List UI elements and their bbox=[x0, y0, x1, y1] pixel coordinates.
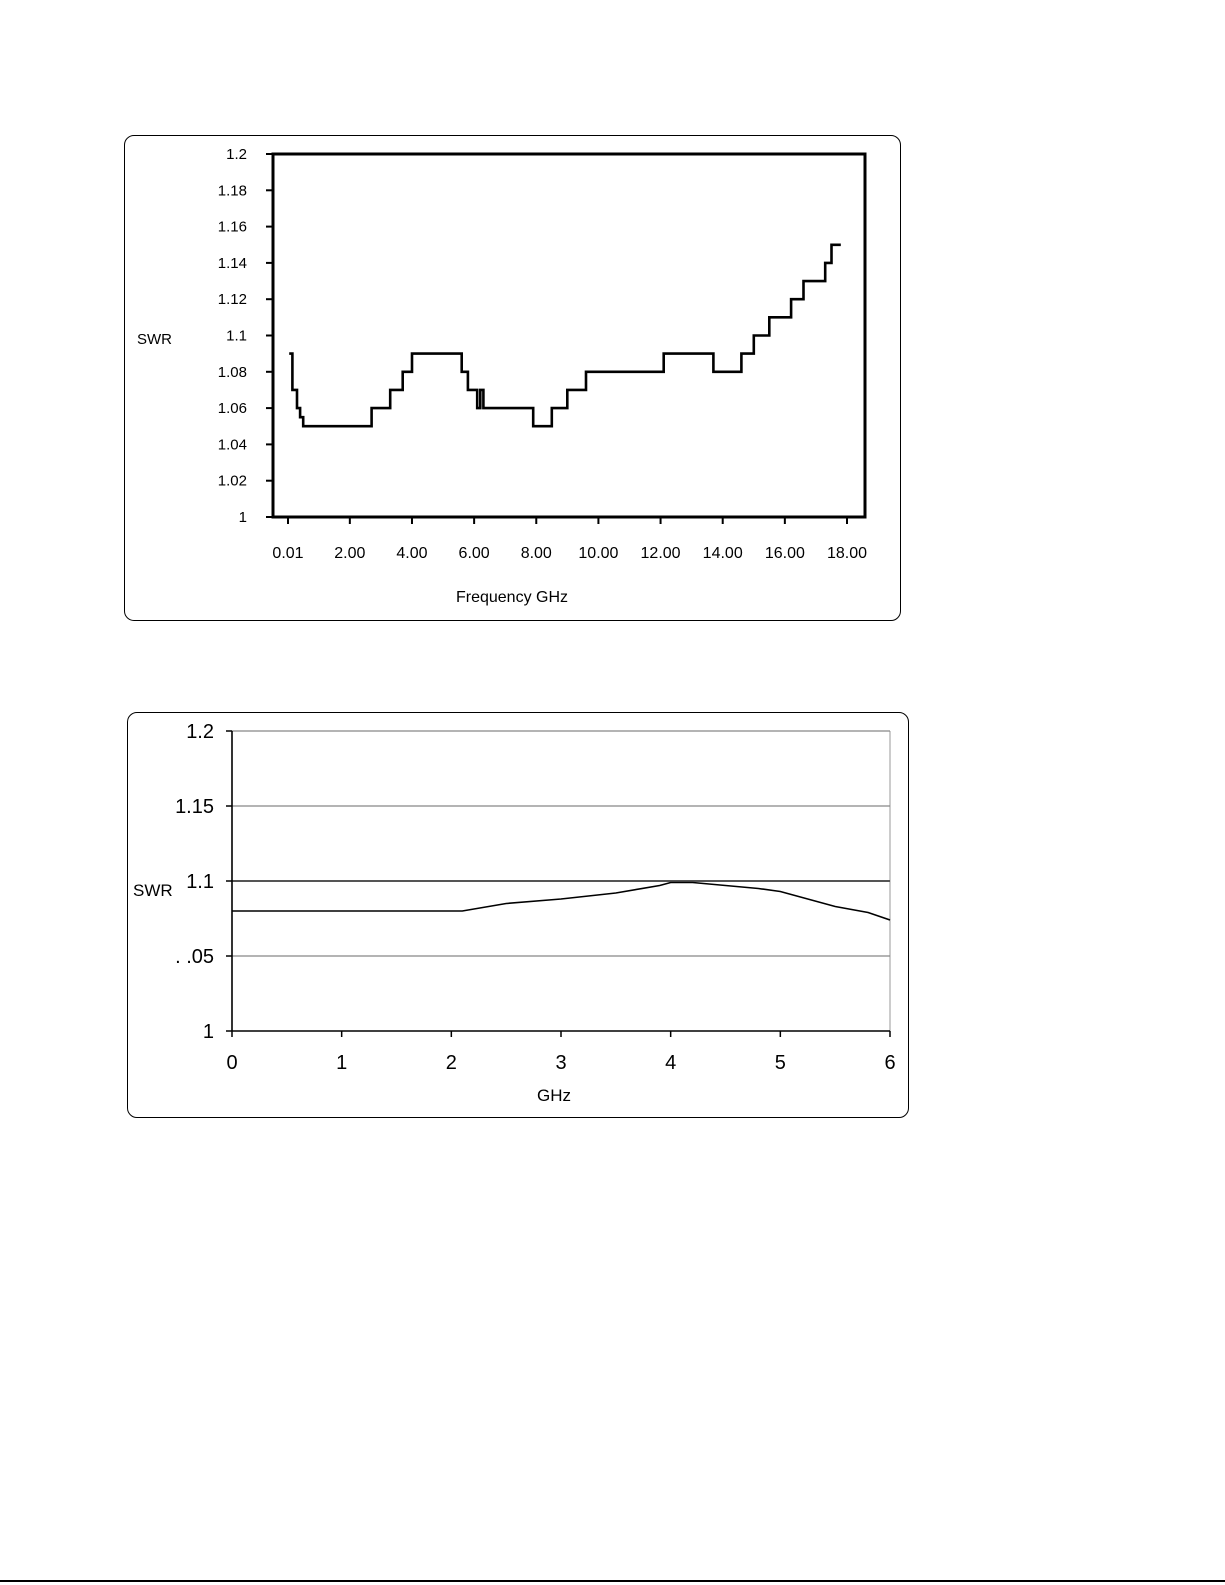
y-tick-label: 1.15 bbox=[175, 796, 214, 818]
y-tick-label: 1.02 bbox=[217, 472, 247, 490]
plot-frame bbox=[273, 154, 865, 517]
x-tick-label: 2.00 bbox=[334, 545, 366, 562]
y-axis-label: SWR bbox=[137, 331, 172, 348]
y-tick-label: 1.12 bbox=[217, 291, 247, 309]
y-tick-label: 1.14 bbox=[217, 254, 247, 272]
x-tick-label: 10.00 bbox=[578, 545, 619, 562]
y-tick-label: 1.1 bbox=[226, 327, 247, 345]
x-tick-label: 6 bbox=[884, 1052, 896, 1074]
x-tick-label: 0.01 bbox=[272, 545, 304, 562]
x-tick-label: 8.00 bbox=[520, 545, 552, 562]
y-tick-label: 1 bbox=[238, 509, 247, 526]
x-tick-label: 14.00 bbox=[702, 545, 743, 562]
x-tick-label: 18.00 bbox=[826, 545, 868, 562]
x-tick-label: 4.00 bbox=[396, 545, 428, 562]
y-tick-label: 1.04 bbox=[217, 436, 247, 454]
x-tick-label: 0 bbox=[226, 1052, 238, 1074]
x-tick-label: 6.00 bbox=[458, 545, 490, 562]
x-tick-label: 1 bbox=[336, 1052, 348, 1074]
y-tick-label: 1.06 bbox=[217, 400, 247, 418]
x-tick-label: 2 bbox=[445, 1052, 457, 1074]
y-tick-label: 1.08 bbox=[217, 363, 247, 381]
swr-series-line bbox=[289, 245, 841, 426]
y-tick-label: 1.16 bbox=[217, 218, 247, 236]
x-tick-label: 12.00 bbox=[640, 545, 681, 562]
page-bottom-rule bbox=[0, 1580, 1225, 1582]
swr-chart-1 bbox=[125, 136, 900, 620]
x-axis-label: Frequency GHz bbox=[455, 589, 569, 606]
y-tick-label: 1.18 bbox=[217, 182, 247, 200]
x-tick-label: 3 bbox=[555, 1052, 567, 1074]
y-tick-label: 1.2 bbox=[226, 146, 247, 163]
swr-chart-2 bbox=[128, 713, 908, 1117]
swr-series-line bbox=[232, 883, 890, 921]
x-tick-label: 16.00 bbox=[764, 545, 805, 562]
swr-chart-panel-1 bbox=[124, 135, 901, 621]
y-tick-label: 1.1 bbox=[186, 871, 214, 893]
x-axis-label: GHz bbox=[537, 1086, 571, 1105]
y-tick-label: . .05 bbox=[175, 946, 214, 968]
x-tick-label: 4 bbox=[665, 1052, 677, 1074]
swr-chart-panel-2 bbox=[127, 712, 909, 1118]
x-tick-label: 5 bbox=[774, 1052, 786, 1074]
y-axis-label: SWR bbox=[133, 881, 173, 900]
y-tick-label: 1.2 bbox=[186, 721, 214, 743]
y-tick-label: 1 bbox=[202, 1021, 214, 1043]
